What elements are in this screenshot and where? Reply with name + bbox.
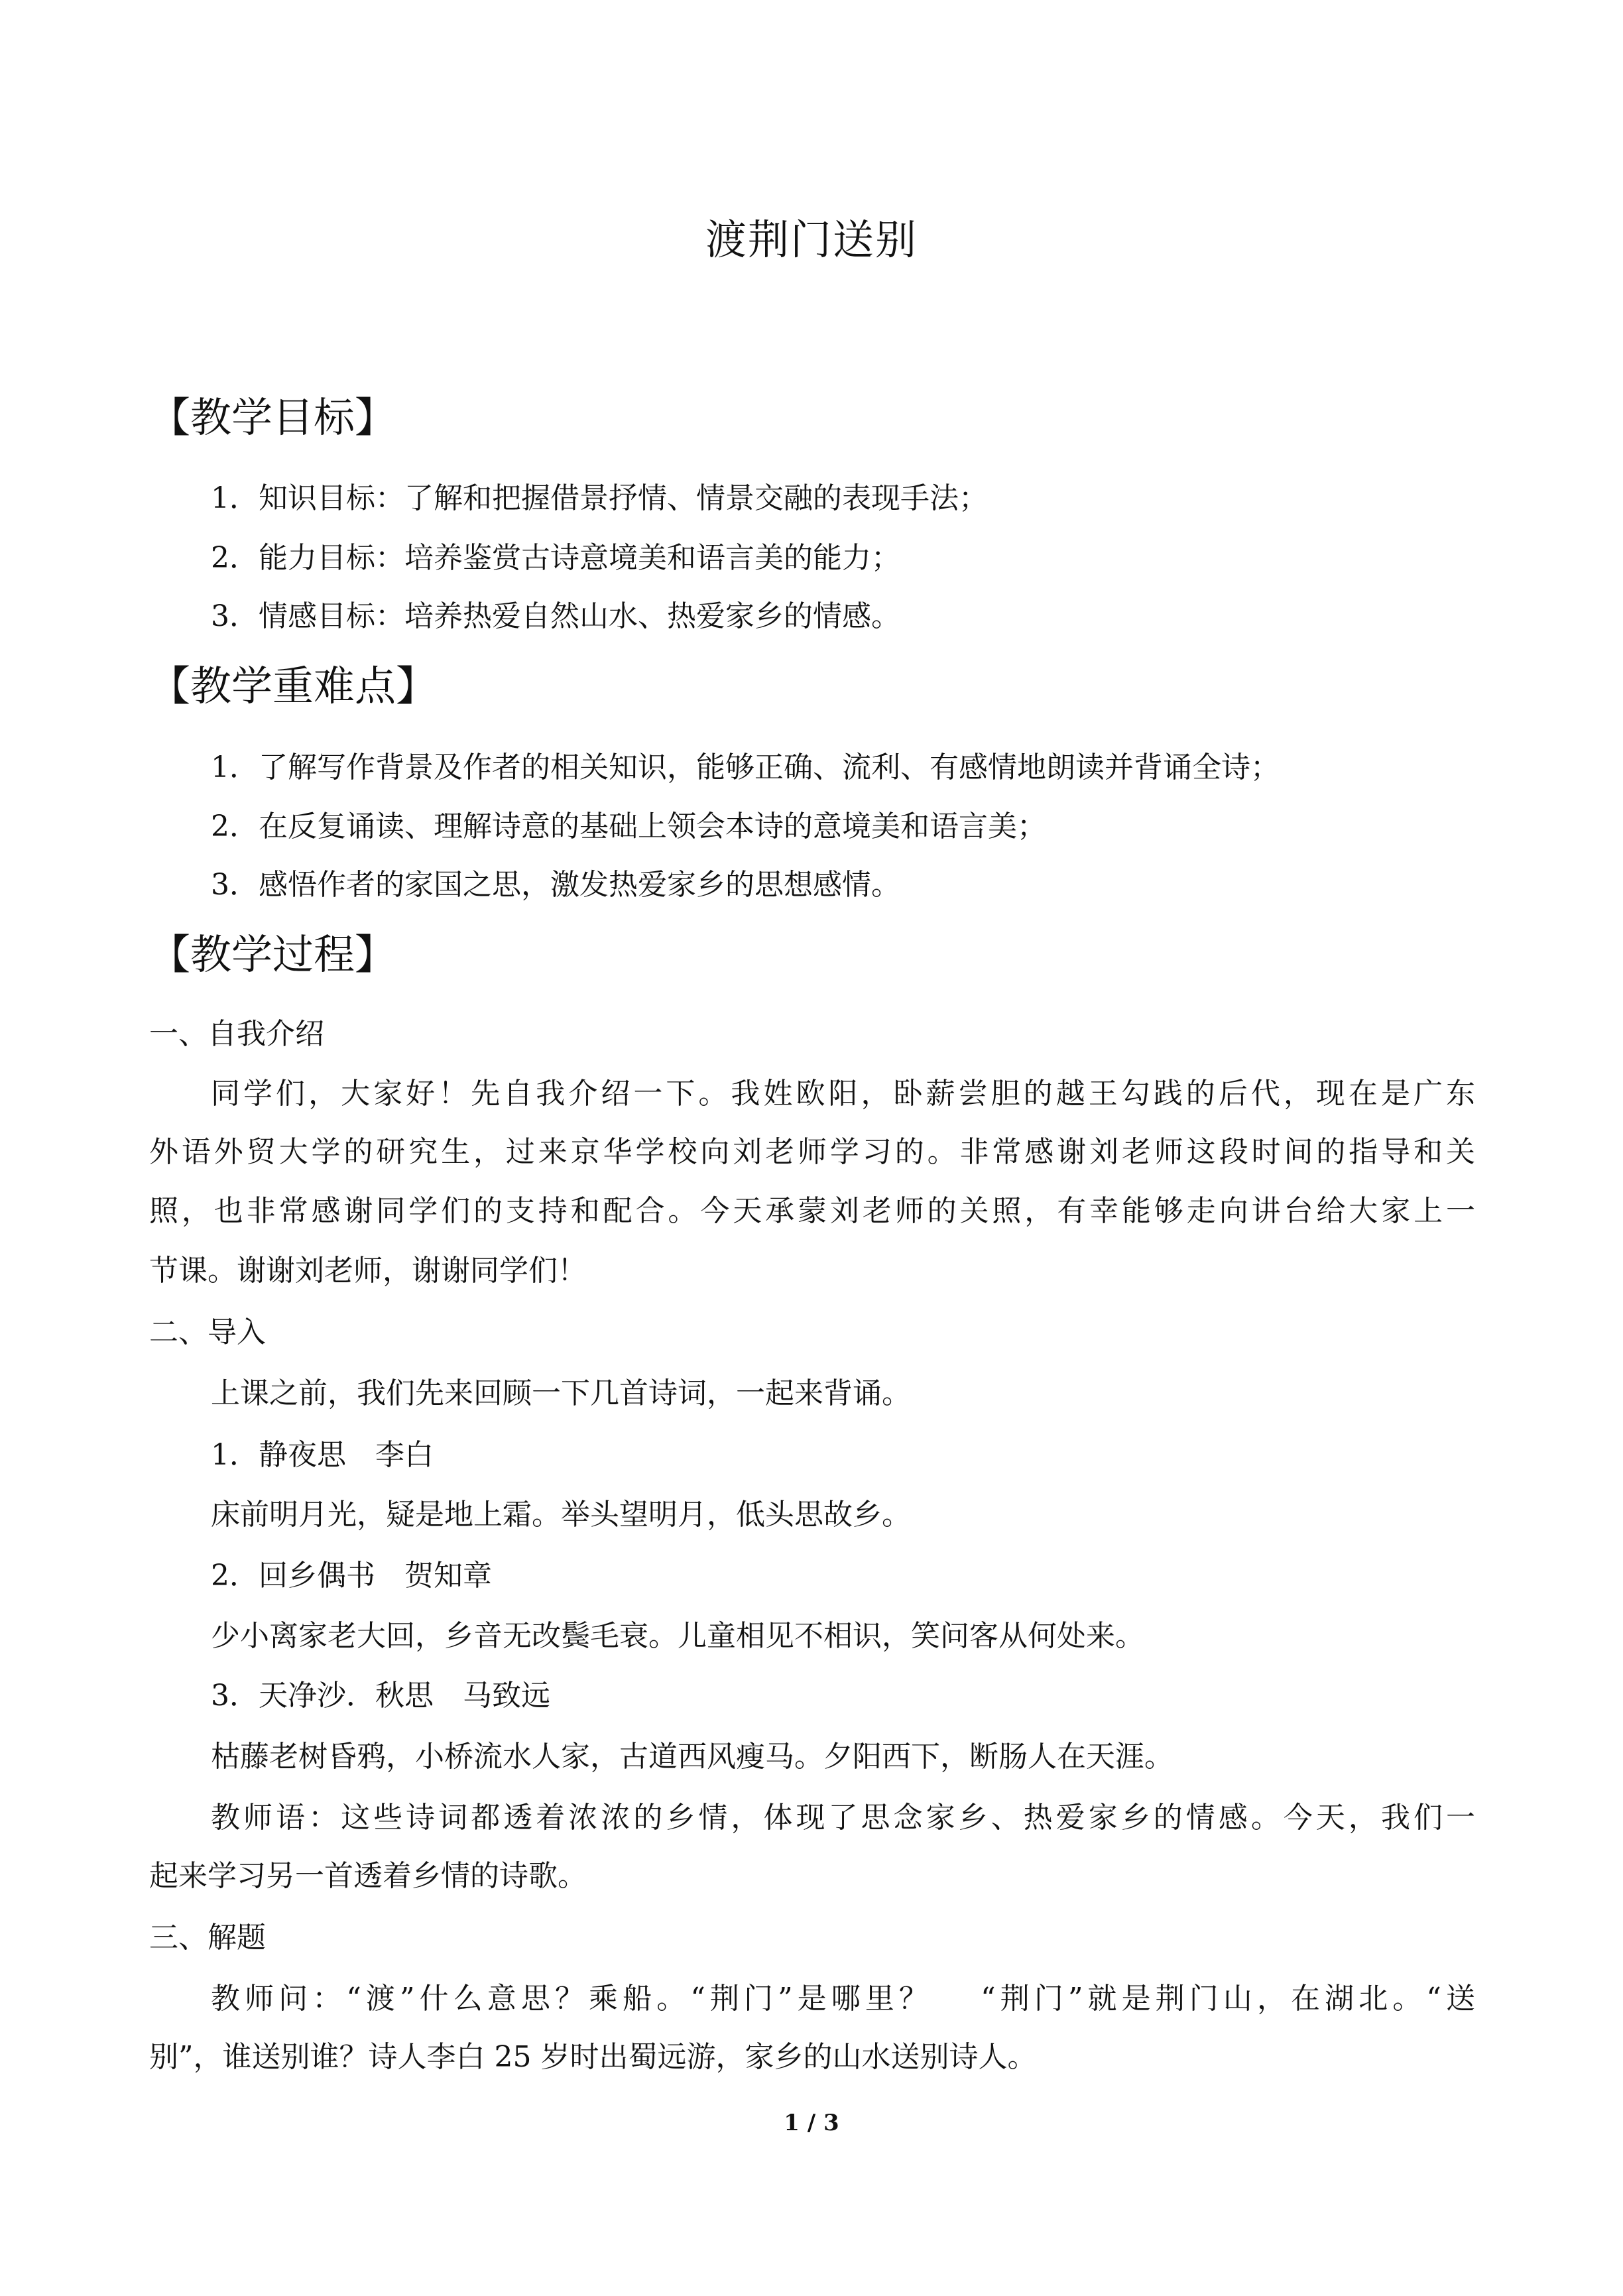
poem-heading: 1．静夜思 李白 (211, 1438, 434, 1472)
section-heading-goals: 【教学目标】 (149, 393, 396, 442)
paragraph-line: 教师语：这些诗词都透着浓浓的乡情，体现了思念家乡、热爱家乡的情感。今天，我们一 (211, 1801, 1475, 1835)
paragraph-line: 同学们，大家好！先自我介绍一下。我姓欧阳，卧薪尝胆的越王勾践的后代，现在是广东 (211, 1077, 1475, 1111)
part-label-title-analysis: 三、解题 (149, 1921, 266, 1955)
key-point-item: 1．了解写作背景及作者的相关知识，能够正确、流利、有感情地朗读并背诵全诗； (211, 751, 1280, 784)
paragraph-line: 上课之前，我们先来回顾一下几首诗词，一起来背诵。 (211, 1376, 911, 1410)
part-label-lead-in: 二、导入 (149, 1315, 266, 1349)
page-number: 1 / 3 (784, 2110, 839, 2136)
part-label-intro: 一、自我介绍 (149, 1017, 324, 1051)
goal-item: 1．知识目标：了解和把握借景抒情、情景交融的表现手法； (211, 481, 988, 515)
poem-text: 床前明月光，疑是地上霜。举头望明月，低头思故乡。 (211, 1498, 911, 1532)
goal-item: 3．情感目标：培养热爱自然山水、热爱家乡的情感。 (211, 599, 900, 633)
paragraph-line: 别”，谁送别谁？诗人李白 25 岁时出蜀远游，家乡的山水送别诗人。 (149, 2040, 1037, 2074)
poem-text: 枯藤老树昏鸦，小桥流水人家，古道西风瘦马。夕阳西下，断肠人在天涯。 (211, 1740, 1173, 1774)
key-point-item: 3．感悟作者的家国之思，激发热爱家乡的思想感情。 (211, 868, 900, 902)
paragraph-line: 教师问：“渡”什么意思？乘船。“荆门”是哪里？ “荆门”就是荆门山，在湖北。“送 (211, 1982, 1475, 2016)
key-point-item: 2．在反复诵读、理解诗意的基础上领会本诗的意境美和语言美； (211, 810, 1046, 843)
paragraph-line: 外语外贸大学的研究生，过来京华学校向刘老师学习的。非常感谢刘老师这段时间的指导和关 (149, 1135, 1475, 1169)
paragraph-line: 节课。谢谢刘老师，谢谢同学们！ (149, 1254, 587, 1288)
goal-item: 2．能力目标：培养鉴赏古诗意境美和语言美的能力； (211, 541, 900, 575)
poem-text: 少小离家老大回，乡音无改鬓毛衰。儿童相见不相识，笑问客从何处来。 (211, 1619, 1144, 1653)
section-heading-key-points: 【教学重难点】 (149, 662, 438, 710)
paragraph-line: 起来学习另一首透着乡情的诗歌。 (149, 1859, 587, 1893)
paragraph-line: 照，也非常感谢同学们的支持和配合。今天承蒙刘老师的关照，有幸能够走向讲台给大家上一 (149, 1194, 1475, 1228)
document-title: 渡荆门送别 (705, 215, 918, 264)
poem-heading: 2．回乡偶书 贺知章 (211, 1559, 492, 1593)
poem-heading: 3．天净沙．秋思 马致远 (211, 1679, 550, 1713)
section-heading-process: 【教学过程】 (149, 930, 396, 979)
